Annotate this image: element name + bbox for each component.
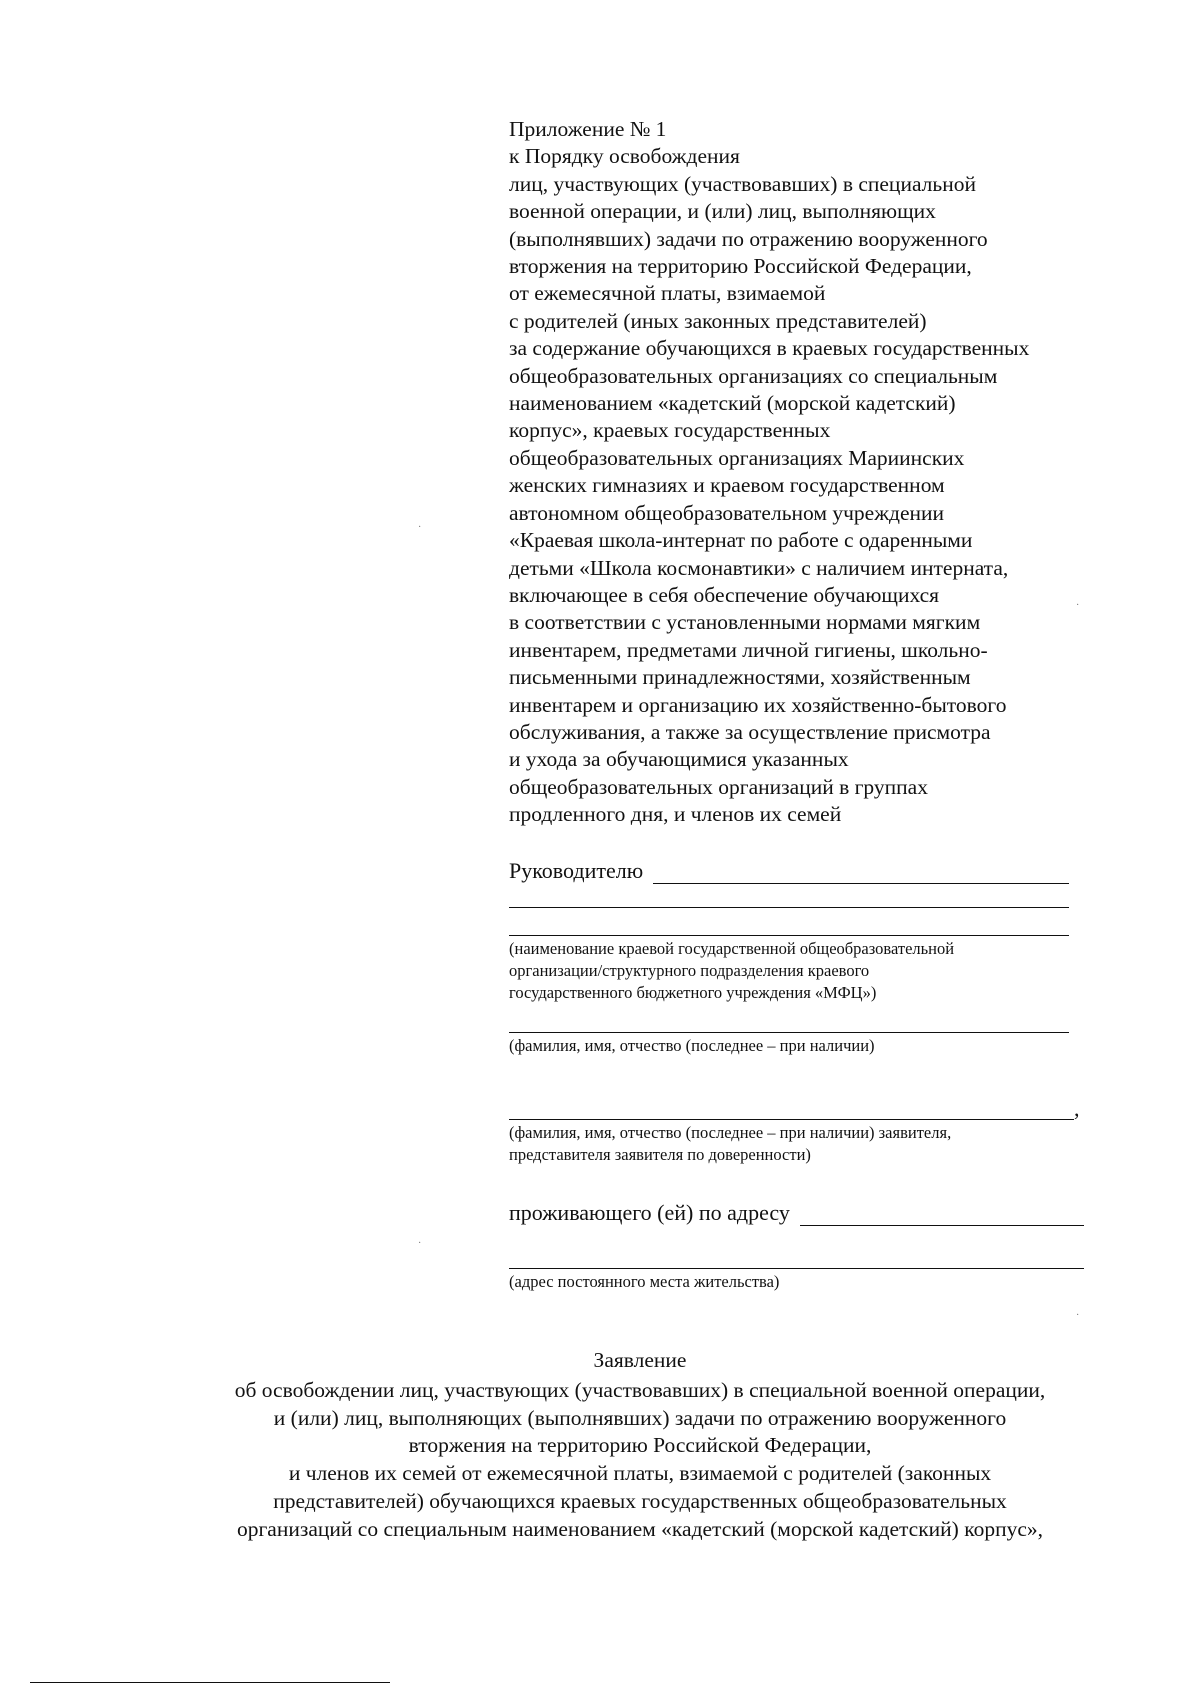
appendix-line: от ежемесячной платы, взимаемой [509, 281, 826, 306]
caption-line: представителя заявителя по доверенности) [509, 1145, 811, 1164]
caption-line: (фамилия, имя, отчество (последнее – при наличии) [509, 1036, 875, 1055]
appendix-line: Приложение № 1 [509, 117, 667, 141]
statement-block [180, 1347, 1100, 1544]
applicant-name-input-line[interactable] [509, 1119, 1074, 1120]
scan-speck: · [1076, 1310, 1080, 1321]
appendix-line: общеобразовательных организациях со специальным [509, 363, 998, 388]
statement-line: организаций со специальным наименованием «кадетский (морской кадетский) корпус», [236, 1516, 1043, 1541]
appendix-header [509, 116, 1099, 829]
caption-line: организации/структурного подразделения краевого [509, 961, 870, 980]
applicant-caption [509, 1122, 951, 1166]
appendix-line: инвентарем, предметами личной гигиены, школьно- [509, 637, 988, 662]
statement-line: и (или) лиц, выполняющих (выполнявших) задачи по отражению вооруженного [273, 1405, 1007, 1430]
appendix-line: обслуживания, а также за осуществление присмотра [509, 719, 991, 744]
addressee-form [509, 850, 1079, 1320]
appendix-line: инвентарем и организацию их хозяйственно-бытового [509, 692, 1007, 717]
appendix-line: общеобразовательных организациях Мариинских [509, 445, 965, 470]
addressee-row [509, 858, 1069, 884]
addressee-label: Руководителю [509, 858, 644, 883]
scan-speck: · [418, 1238, 422, 1249]
appendix-line: автономном общеобразовательном учреждении [509, 500, 945, 525]
statement-line: об освобождении лиц, участвующих (участвовавших) в специальной военной операции, [234, 1377, 1046, 1402]
appendix-line: к Порядку освобождения [509, 144, 740, 169]
appendix-line: наименованием «кадетский (морской кадетский) [509, 391, 956, 416]
statement-line: вторжения на территорию Российской Федерации, [408, 1433, 872, 1458]
appendix-line: и ухода за обучающимися указанных [509, 747, 849, 772]
caption-line: (адрес постоянного места жительства) [509, 1272, 780, 1291]
scan-speck: · [418, 522, 422, 533]
appendix-line: общеобразовательных организаций в группах [509, 774, 928, 799]
footnote-separator [30, 1682, 390, 1683]
caption-line: государственного бюджетного учреждения «МФЦ») [509, 983, 877, 1002]
scan-speck: · [1076, 600, 1080, 611]
appendix-line: включающее в себя обеспечение обучающихся [509, 582, 940, 607]
organization-caption [509, 938, 954, 1004]
statement-line: представителей) обучающихся краевых государственных общеобразовательных [273, 1488, 1007, 1513]
address-input-line-1[interactable] [800, 1203, 1084, 1226]
appendix-line: лиц, участвующих (участвовавших) в специальной [509, 171, 976, 196]
appendix-line: корпус», краевых государственных [509, 418, 831, 443]
addressee-input-line[interactable] [653, 861, 1069, 884]
address-row [509, 1200, 1084, 1226]
appendix-line: за содержание обучающихся в краевых государственных [509, 336, 1030, 361]
appendix-line: письменными принадлежностями, хозяйственным [509, 665, 971, 690]
appendix-line: с родителей (иных законных представителей) [509, 308, 927, 333]
appendix-line: вторжения на территорию Российской Федерации, [509, 254, 972, 279]
address-caption [509, 1271, 779, 1293]
appendix-line: (выполнявших) задачи по отражению вооруженного [509, 226, 988, 251]
organization-input-line-1[interactable] [509, 907, 1069, 908]
statement-line: и членов их семей от ежемесячной платы, взимаемой с родителей (законных [288, 1461, 992, 1486]
appendix-line: женских гимназиях и краевом государственном [509, 473, 945, 498]
address-input-line-2[interactable] [509, 1268, 1084, 1269]
appendix-line: военной операции, и (или) лиц, выполняющих [509, 199, 936, 224]
address-label: проживающего (ей) по адресу [509, 1200, 790, 1225]
caption-line: (наименование краевой государственной общеобразовательной [509, 939, 955, 958]
trailing-comma: , [1074, 1096, 1080, 1121]
appendix-line: продленного дня, и членов их семей [509, 802, 842, 827]
head-name-caption [509, 1035, 875, 1057]
head-name-input-line[interactable] [509, 1032, 1069, 1033]
appendix-line: детьми «Школа космонавтики» с наличием интерната, [509, 555, 1009, 580]
statement-title: Заявление [593, 1348, 687, 1372]
appendix-line: в соответствии с установленными нормами мягким [509, 610, 981, 635]
appendix-line: «Краевая школа-интернат по работе с одаренными [509, 528, 973, 553]
organization-input-line-2[interactable] [509, 935, 1069, 936]
caption-line: (фамилия, имя, отчество (последнее – при наличии) заявителя, [509, 1123, 952, 1142]
